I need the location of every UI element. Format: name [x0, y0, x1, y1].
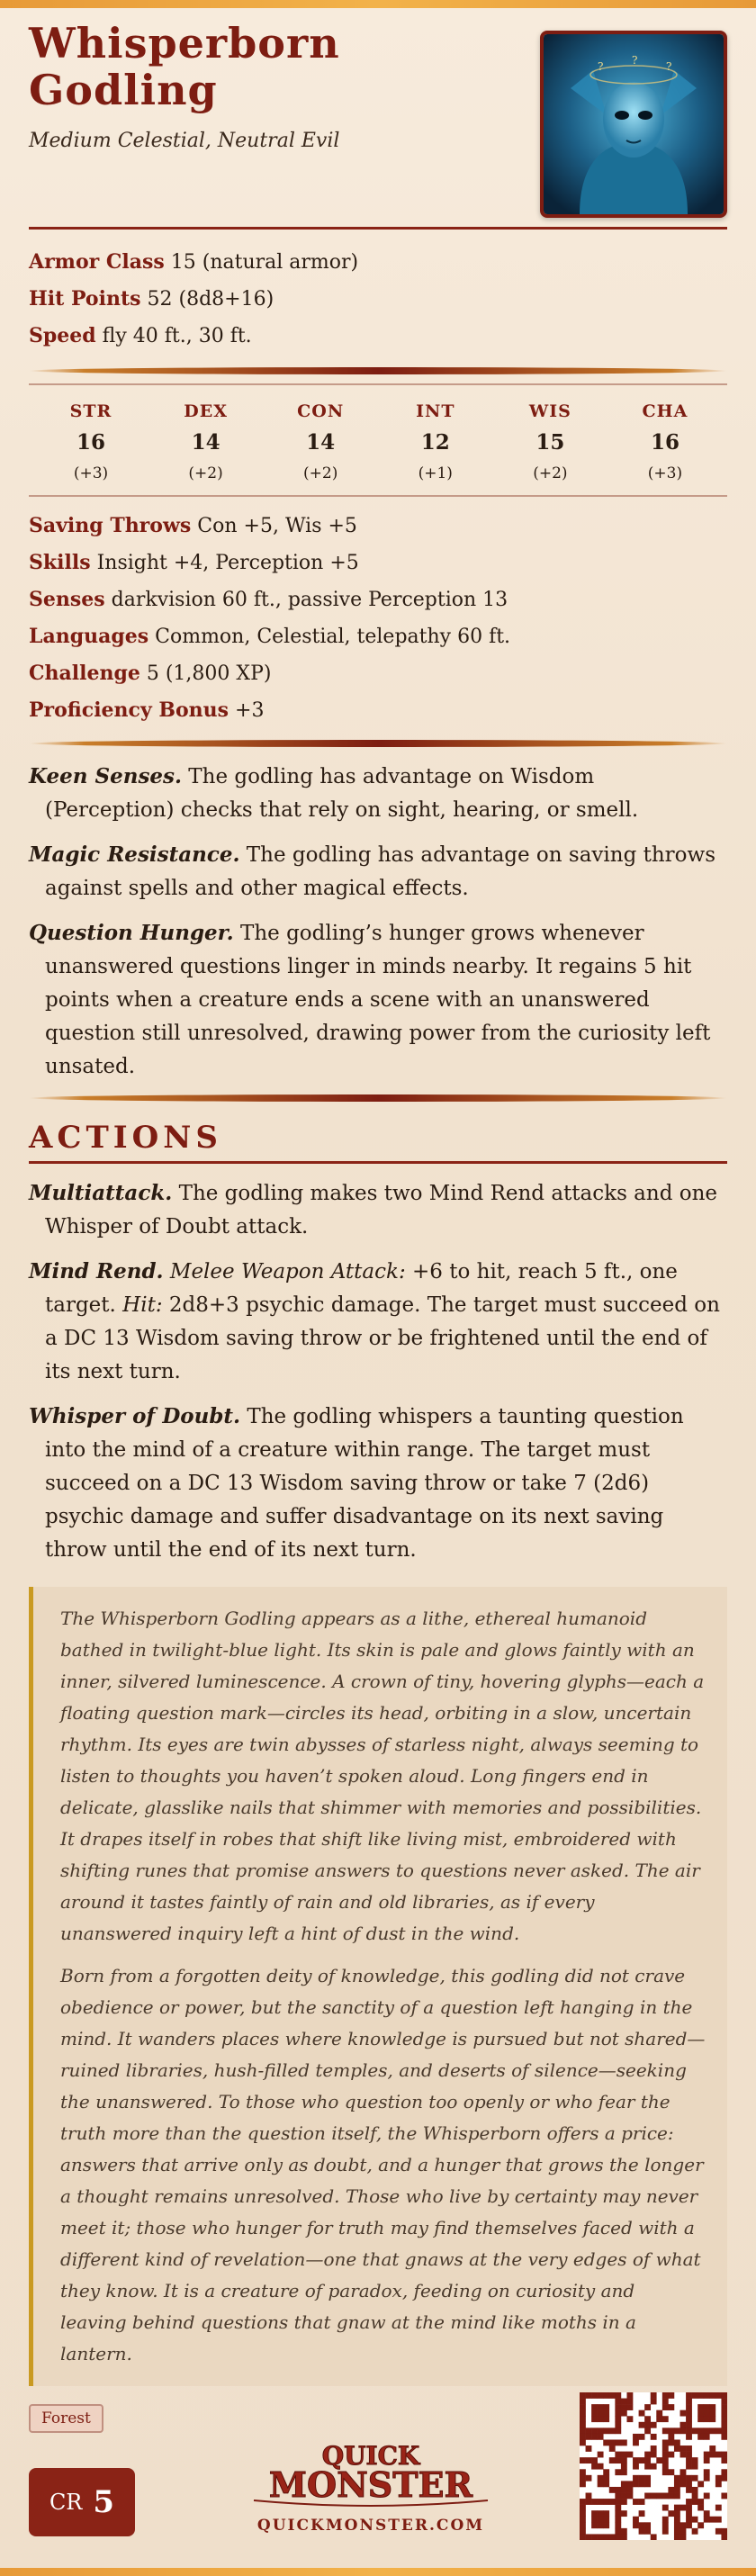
trait-question-hunger: [29, 916, 727, 1084]
armor-class-label: Armor Class: [29, 250, 165, 274]
portrait-image: [544, 34, 724, 214]
ability-name: STR: [69, 401, 112, 421]
ability-str: [41, 396, 140, 488]
proficiency-bonus: [29, 692, 727, 729]
attack-text: +6 to hit, reach 5 ft., one target.: [45, 1260, 678, 1317]
monster-name-line1: Whisperborn: [29, 19, 340, 68]
speed: [29, 318, 727, 355]
armor-class: [29, 244, 727, 281]
ability-name: INT: [416, 401, 455, 421]
senses-value: darkvision 60 ft., passive Perception 13: [111, 589, 508, 611]
ability-score: 16: [76, 430, 105, 455]
hit-label: Hit:: [122, 1293, 163, 1317]
proficiency-bonus-label: Proficiency Bonus: [29, 698, 230, 722]
ability-top-rule: [29, 383, 727, 385]
svg-text:?: ?: [632, 54, 638, 67]
action-multiattack: [29, 1176, 727, 1244]
ability-modifier: (+3): [647, 464, 683, 482]
ornamental-divider: [29, 740, 727, 747]
saving-throws-label: Saving Throws: [29, 514, 192, 537]
ability-int: [386, 396, 485, 488]
skills-value: Insight +4, Perception +5: [96, 552, 359, 574]
ability-name: CON: [297, 401, 345, 421]
action-whisper-of-doubt: [29, 1400, 727, 1567]
action-name: Multiattack.: [29, 1181, 173, 1205]
environment-tag[interactable]: Forest: [29, 2404, 104, 2433]
ability-modifier: (+3): [73, 464, 109, 482]
challenge: [29, 655, 727, 692]
svg-text:?: ?: [666, 60, 672, 73]
speed-label: Speed: [29, 324, 96, 347]
ability-score: 12: [420, 430, 450, 455]
ability-modifier: (+2): [533, 464, 568, 482]
ability-name: WIS: [528, 401, 572, 421]
ability-dex: [157, 396, 256, 488]
stat-block: [29, 20, 727, 2433]
ability-con: [271, 396, 370, 488]
skills-label: Skills: [29, 551, 91, 574]
lore-description: [29, 1587, 727, 2386]
trait-keen-senses: [29, 760, 727, 827]
lore-paragraph: Born from a forgotten deity of knowledge, this godling did not crave obedience or power, but the sanctity of a question left hanging in the mind. It wanders places where knowledge is pursued but not shared—ruined libraries, hush-filled temples, and deserts of silence—seeking the unanswered. To those who question too openly or who fear the truth more than the question itself, the Whisperborn offers a price: answers that arrive only as doubt, and a hunger that grows the longer a thought remains unresolved. Those who live by certainty may never meet it; those who hunger for truth may find themselves faced with a different kind of revelation—one that gnaws at the very edges of what they know. It is a creature of paradox, feeding on curiosity and leaving behind questions that gnaw at the mind like moths in a lantern.: [60, 1965, 706, 2364]
core-stats: [29, 244, 727, 355]
challenge-label: Challenge: [29, 662, 140, 685]
skills: [29, 545, 727, 581]
cr-label: CR: [49, 2490, 83, 2515]
logo-wordmark: [236, 2436, 506, 2508]
ability-modifier: (+1): [418, 464, 453, 482]
monster-portrait: [540, 31, 727, 218]
ability-modifier: (+2): [188, 464, 223, 482]
ability-name: DEX: [184, 401, 228, 421]
ability-score: 16: [650, 430, 680, 455]
senses-label: Senses: [29, 588, 105, 611]
hit-points-value: 52 (8d8+16): [147, 288, 274, 311]
ornamental-divider: [29, 367, 727, 374]
cr-value: 5: [93, 2484, 115, 2520]
header: [29, 20, 727, 214]
ability-scores: [29, 396, 727, 488]
ornamental-divider: [29, 1094, 727, 1102]
qr-code-graphic: [580, 2392, 727, 2540]
action-name: Whisper of Doubt.: [29, 1404, 241, 1428]
trait-text: The godling has advantage on saving throws against spells and other magical effects.: [45, 843, 716, 900]
action-mind-rend: [29, 1255, 727, 1389]
challenge-value: 5 (1,800 XP): [146, 662, 272, 685]
hit-text: 2d8+3 psychic damage. The target must succeed on a DC 13 Wisdom saving throw or be frightened until the end of its next turn.: [45, 1293, 720, 1383]
bottom-accent-bar: [0, 2568, 756, 2576]
quick-monster-logo[interactable]: [236, 2436, 506, 2540]
speed-value: fly 40 ft., 30 ft.: [102, 325, 252, 347]
action-text: The godling whispers a taunting question into the mind of a creature within range. The target must succeed on a DC 13 Wisdom saving throw or take 7 (2d6) psychic damage and suffer disadvantage on its next saving throw until the end of its next turn.: [45, 1405, 684, 1562]
action-text: The godling makes two Mind Rend attacks and one Whisper of Doubt attack.: [45, 1182, 718, 1238]
action-name: Mind Rend.: [29, 1259, 164, 1283]
monster-name-line2: Godling: [29, 66, 218, 114]
logo-line1: QUICK: [321, 2441, 420, 2471]
ability-score: 14: [306, 430, 336, 455]
monster-subtitle: Medium Celestial, Neutral Evil: [29, 130, 340, 152]
ability-score: 14: [191, 430, 220, 455]
monster-name: [29, 20, 533, 113]
ability-cha: [616, 396, 715, 488]
saving-throws-value: Con +5, Wis +5: [197, 515, 357, 537]
ability-score: 15: [536, 430, 565, 455]
ability-modifier: (+2): [303, 464, 338, 482]
lore-paragraph: The Whisperborn Godling appears as a lithe, ethereal humanoid bathed in twilight-blue light. Its skin is pale and glows faintly with an inner, silvered luminescence. A crown of tiny, hovering glyphs—each a floating question mark—circles its head, orbiting in a slow, uncertain rhythm. Its eyes are twin abysses of starless night, always seeming to listen to thoughts you haven’t spoken aloud. Long fingers end in delicate, glasslike nails that shimmer with memories and possibilities. It drapes itself in robes that shift like living mist, embroidered with shifting runes that promise answers to questions never asked. The air around it tastes faintly of rain and old libraries, as if every unanswered inquiry left a hint of dust in the wind.: [60, 1608, 705, 1944]
trait-name: Magic Resistance.: [29, 842, 240, 867]
hit-points: [29, 281, 727, 318]
trait-name: Question Hunger.: [29, 921, 234, 945]
attack-type: Melee Weapon Attack:: [169, 1260, 406, 1283]
ability-name: CHA: [642, 401, 688, 421]
actions-section: [29, 1118, 727, 1567]
languages-value: Common, Celestial, telepathy 60 ft.: [155, 626, 511, 648]
svg-text:?: ?: [598, 60, 604, 73]
actions-heading: ACTIONS: [29, 1120, 222, 1156]
header-divider: [29, 227, 727, 230]
logo-url[interactable]: QUICKMONSTER.COM: [256, 2517, 485, 2535]
trait-text: The godling has advantage on Wisdom (Perception) checks that rely on sight, hearing, or smell.: [45, 765, 639, 822]
actions-divider: [29, 1161, 727, 1164]
languages-label: Languages: [29, 625, 149, 648]
ability-wis: [500, 396, 599, 488]
traits: [29, 760, 727, 1084]
details: [29, 508, 727, 729]
senses: [29, 581, 727, 618]
top-accent-bar: [0, 0, 756, 8]
ability-bottom-rule: [29, 495, 727, 497]
trait-magic-resistance: [29, 838, 727, 905]
hit-points-label: Hit Points: [29, 287, 141, 311]
trait-text: The godling’s hunger grows whenever unanswered questions linger in minds nearby. It regains 5 hit points when a creature ends a scene with an unanswered question still unresolved, drawing power from the curiosity left unsated.: [45, 922, 711, 1078]
saving-throws: [29, 508, 727, 545]
trait-name: Keen Senses.: [29, 764, 182, 788]
cr-badge: [29, 2468, 135, 2536]
proficiency-bonus-value: +3: [235, 699, 265, 722]
armor-class-value: 15 (natural armor): [170, 251, 359, 274]
languages: [29, 618, 727, 655]
qr-code[interactable]: [580, 2392, 727, 2540]
logo-line2: MONSTER: [268, 2464, 473, 2505]
